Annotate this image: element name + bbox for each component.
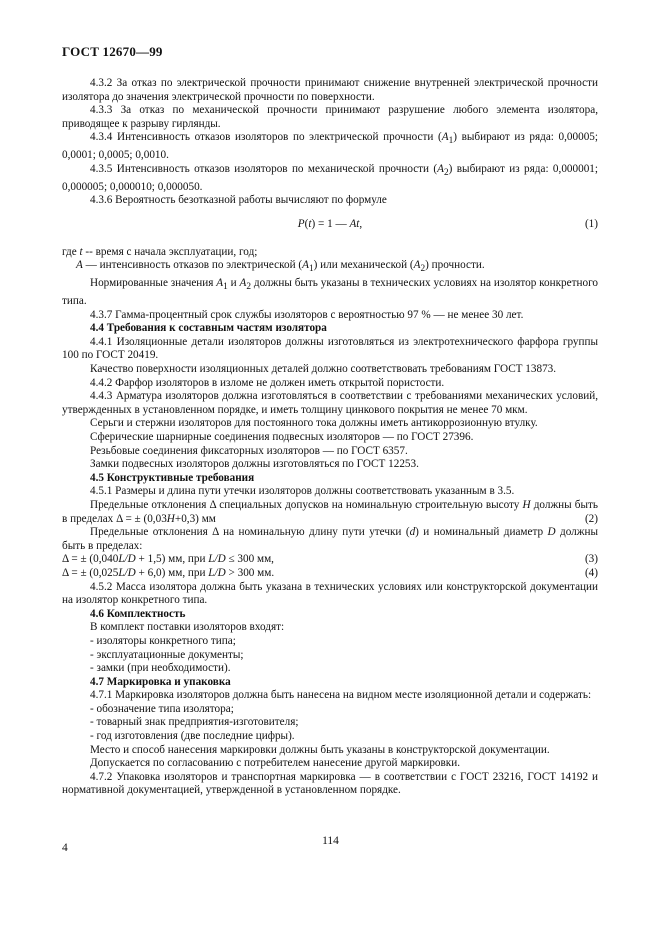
paragraph-earrings: Серьги и стержни изоляторов для постоянного тока должны иметь антикоррозионную втулку. xyxy=(90,417,538,430)
where-line-2: A — интенсивность отказов по электрической $(A_1)$ или механической $(A_2)$ прочности. xyxy=(76,259,485,275)
list-item: - товарный знак предприятия-изготовителя; xyxy=(90,716,299,729)
paragraph-locks: Замки подвесных изоляторов должны изготовляться по ГОСТ 12253. xyxy=(90,458,419,471)
paragraph-marking-place: Место и способ нанесения маркировки должны быть указаны в конструкторской документации. xyxy=(90,743,550,756)
paragraph-threaded: Резьбовые соединения фиксаторных изоляторов — по ГОСТ 6357. xyxy=(90,444,408,457)
paragraph-4-3-2: 4.3.2 За отказ по электрической прочности принимают снижение внутренней электрической прочности изолятора до значения электрической прочности по поверхности. xyxy=(62,77,598,103)
document-body xyxy=(62,77,598,798)
list-item: - обозначение типа изолятора; xyxy=(90,702,234,715)
formula-number: (3) xyxy=(584,553,598,566)
paragraph-normalized: Нормированные значения $A_1$ и $A_2$ должны быть указаны в технических условиях на изолятор конкретного типа. xyxy=(62,277,598,308)
section-4-5-heading: 4.5 Конструктивные требования xyxy=(90,471,255,484)
paragraph-4-4-3: 4.4.3 Арматура изоляторов должна изготовляться в соответствии с требованиями механических условий, утвержденных в установленном порядке, и иметь толщину цинкового покрытия не менее 70 мкм. xyxy=(62,390,598,416)
paragraph-4-7-2: 4.7.2 Упаковка изоляторов и транспортная маркировка — в соответствии с ГОСТ 23216, ГОСТ 14192 и нормативной документацией, утвержденной в установленном порядке. xyxy=(62,770,598,797)
formula-1 xyxy=(62,218,598,234)
section-4-6-heading: 4.6 Комплектность xyxy=(90,607,186,620)
formula-number: (1) xyxy=(584,217,598,230)
formula-4: Δ = ± (0,025L/D + 6,0) мм, при L/D > 300 мм. (4) xyxy=(62,566,598,579)
formula-expression: P(t) = 1 — At, xyxy=(297,217,363,230)
paragraph-4-4-2: 4.4.2 Фарфор изоляторов в изломе не должен иметь открытой пористости. xyxy=(90,376,445,389)
formula-number: (2) xyxy=(584,512,598,525)
document-header: ГОСТ 12670—99 xyxy=(62,44,163,59)
paragraph-4-5-1: 4.5.1 Размеры и длина пути утечки изоляторов должны соответствовать указанным в 3.5. xyxy=(90,485,515,498)
paragraph-4-3-5: 4.3.5 Интенсивность отказов изоляторов по механической прочности $(A_2)$ выбирают из ряда: 0,000001; 0,000005; 0,000010; 0,000050. xyxy=(62,162,598,193)
page-number-center: 114 xyxy=(322,835,339,847)
paragraph-deviation-leakage: Предельные отклонения Δ на номинальную длину пути утечки (d) и номинальный диаметр D должны быть в пределах: xyxy=(62,526,598,552)
paragraph-4-5-2: 4.5.2 Масса изолятора должна быть указана в технических условиях или конструкторской документации на изолятор конкретного типа. xyxy=(62,580,598,607)
paragraph-4-7-1: 4.7.1 Маркировка изоляторов должна быть нанесена на видном месте изоляционной детали и содержать: xyxy=(90,689,592,702)
paragraph-marking-allowed: Допускается по согласованию с потребителем нанесение другой маркировки. xyxy=(90,757,461,770)
paragraph-4-3-6: 4.3.6 Вероятность безотказной работы вычисляют по формуле xyxy=(90,194,387,207)
section-4-4-heading: 4.4 Требования к составным частям изолятора xyxy=(90,322,327,335)
where-line-1: где t -- время с начала эксплуатации, год; xyxy=(62,245,258,258)
list-item: - изоляторы конкретного типа; xyxy=(90,634,236,647)
paragraph-kit: В комплект поставки изоляторов входят: xyxy=(90,621,285,634)
paragraph-4-3-4: 4.3.4 Интенсивность отказов изоляторов по электрической прочности $(A_1)$ выбирают из ряда: 0,00005; 0,0001; 0,0005; 0,0010. xyxy=(62,131,598,162)
list-item: - замки (при необходимости). xyxy=(90,662,231,675)
formula-number: (4) xyxy=(584,566,598,579)
paragraph-deviation-height: Предельные отклонения Δ специальных допусков на номинальную строительную высоту H должны быть в пределах Δ = ± (0,03H+0,3) мм (2) xyxy=(62,498,598,525)
section-4-7-heading: 4.7 Маркировка и упаковка xyxy=(90,675,231,688)
paragraph-spherical: Сферические шарнирные соединения подвесных изоляторов — по ГОСТ 27396. xyxy=(90,431,474,443)
paragraph-4-3-3: 4.3.3 За отказ по механической прочности принимают разрушение любого элемента изолятора, приводящее к разрыву гирлянды. xyxy=(62,104,598,130)
list-item: - год изготовления (две последние цифры). xyxy=(90,730,295,743)
list-item: - эксплуатационные документы; xyxy=(90,648,244,661)
paragraph-4-3-7: 4.3.7 Гамма-процентный срок службы изоляторов с вероятностью 97 % — не менее 30 лет. xyxy=(90,308,524,321)
paragraph-4-4-1: 4.4.1 Изоляционные детали изоляторов должны изготовляться из электротехнического фарфора группы 100 по ГОСТ 20419. xyxy=(62,335,598,362)
formula-3: Δ = ± (0,040L/D + 1,5) мм, при L/D ≤ 300 мм, (3) xyxy=(62,553,598,566)
paragraph-surface-quality: Качество поверхности изоляционных деталей должно соответствовать требованиям ГОСТ 13873. xyxy=(90,363,557,376)
page-number-left: 4 xyxy=(62,842,68,854)
